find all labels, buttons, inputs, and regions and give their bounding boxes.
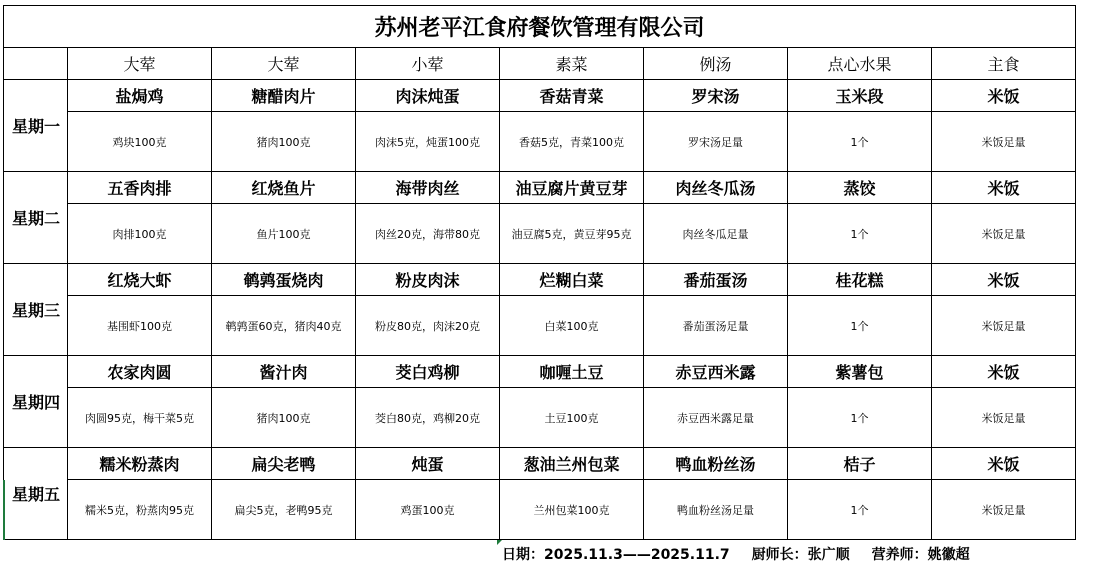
dish-name-cell[interactable]: 粉皮肉沫: [356, 264, 500, 296]
corner-cell[interactable]: [4, 48, 68, 80]
portion-row: [4, 480, 1076, 540]
dish-name-cell[interactable]: 咖喱土豆: [500, 356, 644, 388]
dish-name-cell[interactable]: 烂糊白菜: [500, 264, 644, 296]
dish-row: [4, 448, 1076, 480]
column-header[interactable]: 例汤: [644, 48, 788, 80]
dish-name-cell[interactable]: 米饭: [932, 448, 1076, 480]
dish-name-cell[interactable]: 红烧大虾: [68, 264, 212, 296]
dish-name-cell[interactable]: 茭白鸡柳: [356, 356, 500, 388]
dish-name-cell[interactable]: 蒸饺: [788, 172, 932, 204]
portion-cell[interactable]: 肉圆95克，梅干菜5克: [68, 388, 212, 448]
dish-name-cell[interactable]: 米饭: [932, 172, 1076, 204]
dish-name-cell[interactable]: 海带肉丝: [356, 172, 500, 204]
dish-name-cell[interactable]: 红烧鱼片: [212, 172, 356, 204]
dish-name-cell[interactable]: 赤豆西米露: [644, 356, 788, 388]
dish-name-cell[interactable]: 香菇青菜: [500, 80, 644, 112]
weekday-label[interactable]: 星期一: [4, 80, 68, 172]
portion-cell[interactable]: 肉沫5克，炖蛋100克: [356, 112, 500, 172]
portion-cell[interactable]: 鸭血粉丝汤足量: [644, 480, 788, 540]
portion-cell[interactable]: 糯米5克，粉蒸肉95克: [68, 480, 212, 540]
portion-cell[interactable]: 猪肉100克: [212, 388, 356, 448]
portion-cell[interactable]: 鱼片100克: [212, 204, 356, 264]
dish-name-cell[interactable]: 米饭: [932, 80, 1076, 112]
portion-cell[interactable]: 茭白80克，鸡柳20克: [356, 388, 500, 448]
dish-name-cell[interactable]: 酱汁肉: [212, 356, 356, 388]
portion-cell[interactable]: 肉丝20克，海带80克: [356, 204, 500, 264]
dish-name-cell[interactable]: 糖醋肉片: [212, 80, 356, 112]
weekday-label[interactable]: 星期五: [4, 448, 68, 540]
portion-cell[interactable]: 番茄蛋汤足量: [644, 296, 788, 356]
weekday-label[interactable]: 星期四: [4, 356, 68, 448]
weekly-menu-table: [3, 5, 1076, 540]
company-title[interactable]: 苏州老平江食府餐饮管理有限公司: [4, 6, 1076, 48]
dish-name-cell[interactable]: 农家肉圆: [68, 356, 212, 388]
portion-cell[interactable]: 猪肉100克: [212, 112, 356, 172]
dish-row: [4, 264, 1076, 296]
weekday-label[interactable]: 星期三: [4, 264, 68, 356]
portion-cell[interactable]: 油豆腐5克，黄豆芽95克: [500, 204, 644, 264]
header-row: [4, 48, 1076, 80]
menu-sheet: [3, 5, 1076, 540]
column-header[interactable]: 大荤: [212, 48, 356, 80]
selection-marker: [3, 480, 5, 540]
column-header[interactable]: 素菜: [500, 48, 644, 80]
portion-cell[interactable]: 米饭足量: [932, 388, 1076, 448]
dish-name-cell[interactable]: 葱油兰州包菜: [500, 448, 644, 480]
portion-cell[interactable]: 粉皮80克，肉沫20克: [356, 296, 500, 356]
portion-cell[interactable]: 肉排100克: [68, 204, 212, 264]
portion-cell[interactable]: 1个: [788, 112, 932, 172]
dish-name-cell[interactable]: 罗宋汤: [644, 80, 788, 112]
column-header[interactable]: 小荤: [356, 48, 500, 80]
dish-name-cell[interactable]: 鸭血粉丝汤: [644, 448, 788, 480]
weekday-label[interactable]: 星期二: [4, 172, 68, 264]
portion-cell[interactable]: 基围虾100克: [68, 296, 212, 356]
dish-name-cell[interactable]: 米饭: [932, 264, 1076, 296]
dish-name-cell[interactable]: 糯米粉蒸肉: [68, 448, 212, 480]
chef-name: 厨师长：张广顺: [751, 547, 850, 563]
portion-cell[interactable]: 罗宋汤足量: [644, 112, 788, 172]
portion-cell[interactable]: 赤豆西米露足量: [644, 388, 788, 448]
column-header[interactable]: 主食: [932, 48, 1076, 80]
dish-name-cell[interactable]: 番茄蛋汤: [644, 264, 788, 296]
portion-row: [4, 296, 1076, 356]
dish-name-cell[interactable]: 米饭: [932, 356, 1076, 388]
dish-name-cell[interactable]: 盐焗鸡: [68, 80, 212, 112]
portion-cell[interactable]: 土豆100克: [500, 388, 644, 448]
portion-cell[interactable]: 1个: [788, 204, 932, 264]
dish-name-cell[interactable]: 鹌鹑蛋烧肉: [212, 264, 356, 296]
dish-name-cell[interactable]: 肉沫炖蛋: [356, 80, 500, 112]
portion-row: [4, 204, 1076, 264]
portion-cell[interactable]: 米饭足量: [932, 204, 1076, 264]
portion-row: [4, 388, 1076, 448]
dish-name-cell[interactable]: 玉米段: [788, 80, 932, 112]
portion-cell[interactable]: 鸡蛋100克: [356, 480, 500, 540]
portion-cell[interactable]: 米饭足量: [932, 480, 1076, 540]
dish-name-cell[interactable]: 桔子: [788, 448, 932, 480]
portion-cell[interactable]: 1个: [788, 480, 932, 540]
dish-row: [4, 356, 1076, 388]
portion-cell[interactable]: 1个: [788, 388, 932, 448]
dish-name-cell[interactable]: 桂花糕: [788, 264, 932, 296]
portion-cell[interactable]: 肉丝冬瓜足量: [644, 204, 788, 264]
portion-cell[interactable]: 白菜100克: [500, 296, 644, 356]
portion-row: [4, 112, 1076, 172]
column-header[interactable]: 点心水果: [788, 48, 932, 80]
date-range: 日期：2025.11.3——2025.11.7: [502, 547, 730, 563]
portion-cell[interactable]: 鸡块100克: [68, 112, 212, 172]
portion-cell[interactable]: 扁尖5克，老鸭95克: [212, 480, 356, 540]
column-header[interactable]: 大荤: [68, 48, 212, 80]
portion-cell[interactable]: 米饭足量: [932, 296, 1076, 356]
dish-name-cell[interactable]: 扁尖老鸭: [212, 448, 356, 480]
portion-cell[interactable]: 兰州包菜100克: [500, 480, 644, 540]
portion-cell[interactable]: 鹌鹑蛋60克，猪肉40克: [212, 296, 356, 356]
portion-cell[interactable]: 米饭足量: [932, 112, 1076, 172]
dish-name-cell[interactable]: 炖蛋: [356, 448, 500, 480]
dish-row: [4, 172, 1076, 204]
portion-cell[interactable]: 香菇5克，青菜100克: [500, 112, 644, 172]
menu-footer[interactable]: [502, 544, 970, 566]
dish-name-cell[interactable]: 肉丝冬瓜汤: [644, 172, 788, 204]
dish-name-cell[interactable]: 油豆腐片黄豆芽: [500, 172, 644, 204]
dish-row: [4, 80, 1076, 112]
dish-name-cell[interactable]: 五香肉排: [68, 172, 212, 204]
portion-cell[interactable]: 1个: [788, 296, 932, 356]
dish-name-cell[interactable]: 紫薯包: [788, 356, 932, 388]
nutritionist-name: 营养师：姚徽超: [871, 547, 970, 563]
